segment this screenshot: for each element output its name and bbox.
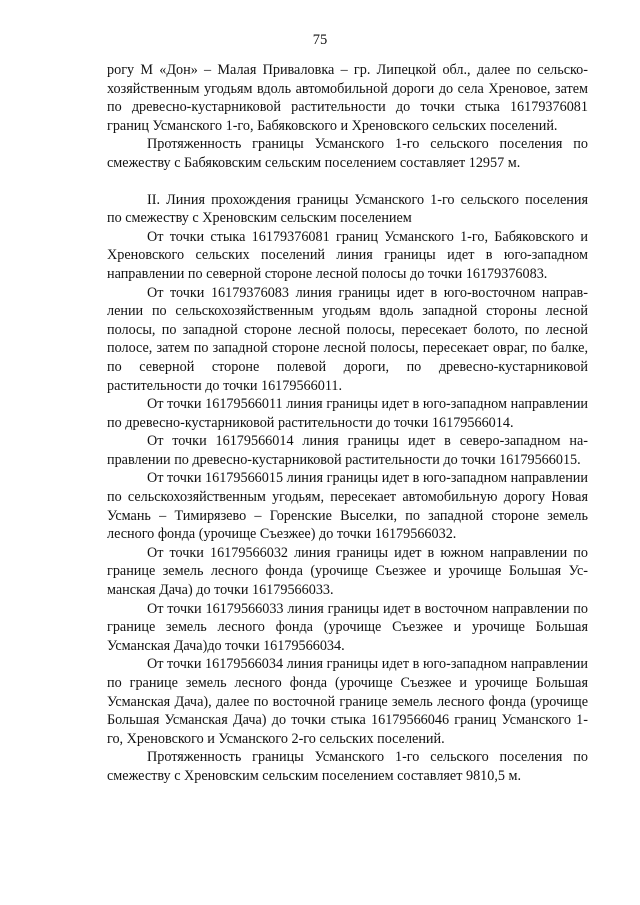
paragraph-boundary-segment: От точки 16179566034 линия границы идет в юго-западном направлении по границе земель лесного фонда (урочище Съезжее и урочище Большая Усманская Дача), далее по восточной границе земель лесного фонда (урочище Большая Усманская Дача) до точки стыка 16179566046 границ Усманского 1-го, Хреновского и Усманского 2-го сельских поселений. xyxy=(107,656,588,747)
paragraph-boundary-segment: От точки 16179566015 линия границы идет в юго-западном направлении по сельскохозяйственным угодьям, пересекает автомобильную дорогу Новая Усмань – Тимирязево – Горенские Выселки, по западной стороне земель лесного фонда (урочище Съезжее) до точки 16179566032. xyxy=(107,470,588,543)
paragraph-boundary-segment: От точки стыка 16179376081 границ Усманского 1-го, Бабяковского и Хреновского сельских поселений линия границы идет в юго-западном направлении по северной стороне лесной полосы до точки 16179376083. xyxy=(107,228,588,282)
document-body xyxy=(107,61,588,786)
page-number: 75 xyxy=(312,32,328,48)
section-heading: II. Линия прохождения границы Усманского 1-го сельского поселения по смежеству с Хреновским сельским поселением xyxy=(107,191,588,227)
paragraph-boundary-segment: От точки 16179566033 линия границы идет в восточном направлении по границе земель лесного фонда (урочище Съезжее и урочище Большая Усманская Дача)до точки 16179566034. xyxy=(107,600,588,654)
paragraph-length-khrenovskoe: Протяженность границы Усманского 1-го сельского поселения по смежеству с Хреновским сельским поселением составляет 9810,5 м. xyxy=(107,749,588,784)
paragraph-boundary-segment: От точки 16179376083 линия границы идет в юго-восточном направлении по сельскохозяйственным угодьям вдоль западной стороны лесной полосы, по западной стороне лесной полосы, пересекает болото, по лесной полосе, затем по западной стороне лесной полосы, пересекает овраг, по балке, по северной стороне полевой дороги, по древесно-кустарниковой растительности до точки 16179566011. xyxy=(107,284,588,394)
section-spacer xyxy=(107,173,588,191)
paragraph-length-babyakovskoe: Протяженность границы Усманского 1-го сельского поселения по смежеству с Бабяковским сельским поселением составляет 12957 м. xyxy=(107,136,588,171)
paragraph-continuation: рогу М «Дон» – Малая Приваловка – гр. Липецкой обл., далее по сельскохозяйственным угодьям вдоль автомобильной дороги до села Хреновое, затем по древесно-кустарниковой растительности до точки стыка 16179376081 границ Усманского 1-го, Бабяковского и Хреновского сельских поселений. xyxy=(107,62,588,134)
paragraph-boundary-segment: От точки 16179566014 линия границы идет в северо-западном направлении по древесно-кустарниковой растительности до точки 16179566015. xyxy=(107,433,588,468)
paragraph-boundary-segment: От точки 16179566032 линия границы идет в южном направлении по границе земель лесного фонда (урочище Съезжее и урочище Большая Усманская Дача) до точки 16179566033. xyxy=(107,544,588,599)
paragraph-boundary-segment: От точки 16179566011 линия границы идет в юго-западном направлении по древесно-кустарниковой растительности до точки 16179566014. xyxy=(107,396,588,431)
